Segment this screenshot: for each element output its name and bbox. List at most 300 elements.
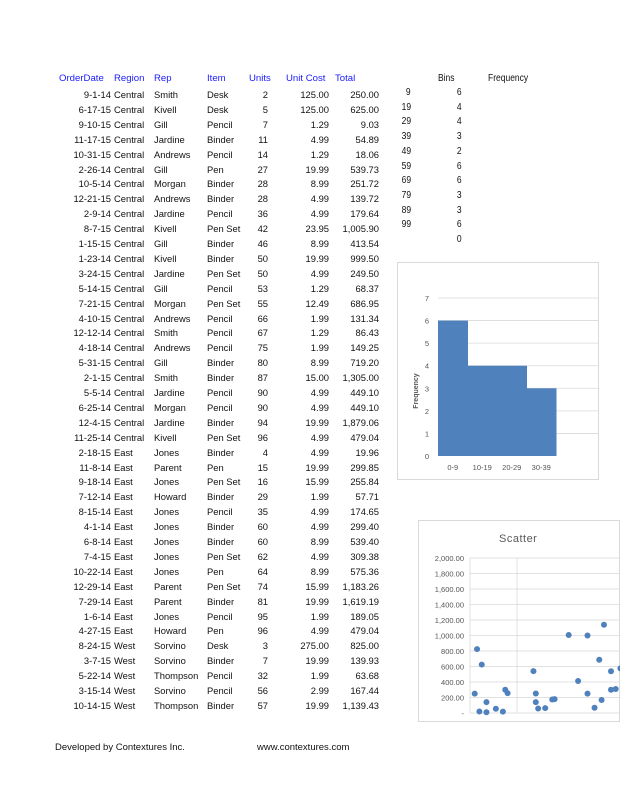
cell-total: 131.34 xyxy=(350,312,379,324)
table-row xyxy=(0,87,390,102)
header-units: Units xyxy=(249,73,271,84)
cell-total: 63.68 xyxy=(355,670,379,682)
cell-order-date: 8-7-15 xyxy=(83,223,111,235)
cell-rep: Andrews xyxy=(154,148,191,160)
cell-region: East xyxy=(114,461,133,473)
cell-region: Central xyxy=(114,252,145,264)
y-tick-label: 200.00 xyxy=(441,693,464,703)
cell-total: 167.44 xyxy=(350,685,379,696)
cell-unit-cost: 23.95 xyxy=(305,223,329,235)
histogram-bar xyxy=(438,321,468,456)
table-row xyxy=(0,594,390,609)
cell-total: 1,183.26 xyxy=(342,580,379,592)
cell-order-date: 8-15-14 xyxy=(78,506,111,518)
scatter-point xyxy=(493,706,499,712)
histogram-chart[interactable] xyxy=(397,262,599,480)
cell-unit-cost: 125.00 xyxy=(300,103,329,115)
cell-region: Central xyxy=(114,178,145,190)
cell-region: Central xyxy=(114,148,145,160)
cell-item: Binder xyxy=(207,372,235,384)
y-tick-label: 3 xyxy=(424,384,429,394)
frequency-value: 4 xyxy=(457,101,462,113)
table-row xyxy=(0,355,390,370)
cell-item: Pencil xyxy=(207,312,233,324)
cell-rep: Jardine xyxy=(154,416,185,428)
cell-units: 75 xyxy=(257,342,268,354)
table-row xyxy=(0,102,390,117)
cell-region: East xyxy=(114,521,133,533)
cell-unit-cost: 4.99 xyxy=(310,401,329,413)
cell-units: 90 xyxy=(257,387,268,398)
table-row xyxy=(0,221,390,236)
cell-unit-cost: 8.99 xyxy=(310,357,329,369)
frequency-value: 3 xyxy=(457,131,462,143)
cell-region: East xyxy=(114,506,133,518)
cell-region: East xyxy=(114,625,133,637)
cell-region: East xyxy=(114,550,133,562)
scatter-point xyxy=(479,662,485,668)
table-row xyxy=(0,296,390,311)
table-row xyxy=(0,564,390,579)
cell-region: Central xyxy=(114,431,145,443)
cell-rep: Andrews xyxy=(154,342,191,354)
cell-rep: Jardine xyxy=(154,267,185,279)
cell-order-date: 11-8-14 xyxy=(79,461,111,473)
cell-rep: Jones xyxy=(154,446,180,458)
scatter-point xyxy=(585,633,591,639)
cell-units: 36 xyxy=(257,208,268,220)
cell-total: 1,619.19 xyxy=(342,595,379,607)
cell-total: 479.04 xyxy=(350,625,379,637)
cell-unit-cost: 4.99 xyxy=(310,133,329,145)
cell-units: 32 xyxy=(257,670,268,682)
cell-units: 66 xyxy=(257,312,268,324)
cell-unit-cost: 19.99 xyxy=(305,461,329,473)
cell-total: 9.03 xyxy=(360,118,379,130)
table-row xyxy=(0,683,390,698)
cell-order-date: 12-12-14 xyxy=(73,327,111,339)
cell-units: 56 xyxy=(257,685,268,696)
cell-order-date: 9-1-14 xyxy=(83,89,111,100)
cell-total: 1,005.90 xyxy=(342,223,379,235)
cell-total: 413.54 xyxy=(350,238,379,249)
cell-total: 299.85 xyxy=(350,461,379,473)
cell-rep: Jones xyxy=(154,521,180,533)
table-row xyxy=(0,370,390,385)
table-row xyxy=(0,698,390,713)
table-row xyxy=(0,281,390,296)
cell-item: Pen Set xyxy=(207,580,241,592)
histogram-bar xyxy=(468,366,498,456)
cell-order-date: 12-4-15 xyxy=(78,416,111,428)
cell-rep: Howard xyxy=(154,491,187,503)
y-tick-label: 800.00 xyxy=(441,647,464,656)
cell-rep: Sorvino xyxy=(154,685,186,696)
bin-value: 19 xyxy=(401,101,411,113)
cell-total: 86.43 xyxy=(355,327,379,339)
cell-order-date: 5-14-15 xyxy=(78,282,111,294)
header-rep: Rep xyxy=(154,73,172,84)
y-tick-label: 1,200.00 xyxy=(434,616,464,625)
cell-unit-cost: 4.99 xyxy=(310,208,329,220)
table-row xyxy=(0,534,390,549)
cell-rep: Smith xyxy=(154,327,178,339)
table-row xyxy=(0,504,390,519)
cell-units: 96 xyxy=(257,431,268,443)
y-tick-label: 1,600.00 xyxy=(434,585,464,594)
cell-units: 94 xyxy=(257,416,268,428)
frequency-value: 6 xyxy=(457,175,462,187)
cell-units: 53 xyxy=(257,282,268,294)
cell-item: Binder xyxy=(207,655,235,667)
cell-item: Binder xyxy=(207,133,235,145)
table-row xyxy=(0,623,390,638)
table-row xyxy=(0,147,390,162)
cell-order-date: 10-22-14 xyxy=(73,565,111,577)
bin-value: 29 xyxy=(401,116,411,128)
cell-units: 7 xyxy=(262,118,268,130)
y-tick-label: - xyxy=(461,709,464,718)
cell-total: 1,305.00 xyxy=(342,372,379,384)
cell-region: East xyxy=(114,565,133,577)
table-row xyxy=(0,549,390,564)
y-tick-label: 4 xyxy=(424,361,429,371)
scatter-point xyxy=(575,678,581,684)
cell-item: Binder xyxy=(207,521,235,533)
header-item: Item xyxy=(207,73,226,84)
cell-unit-cost: 19.99 xyxy=(305,163,329,175)
cell-order-date: 1-23-14 xyxy=(78,252,111,264)
cell-region: Central xyxy=(114,163,145,175)
table-row xyxy=(0,311,390,326)
cell-unit-cost: 8.99 xyxy=(310,178,329,190)
table-row xyxy=(0,519,390,534)
cell-units: 5 xyxy=(262,103,268,115)
scatter-point xyxy=(596,657,602,663)
scatter-point xyxy=(549,696,555,702)
cell-total: 179.64 xyxy=(350,208,379,220)
cell-item: Pen Set xyxy=(207,550,241,562)
cell-item: Pencil xyxy=(207,685,233,696)
cell-rep: Morgan xyxy=(154,178,186,190)
cell-region: Central xyxy=(114,387,145,398)
cell-rep: Jones xyxy=(154,610,180,622)
cell-item: Desk xyxy=(207,103,229,115)
table-row xyxy=(0,430,390,445)
cell-rep: Smith xyxy=(154,372,178,384)
bin-value: 79 xyxy=(401,189,411,201)
scatter-point xyxy=(599,697,605,703)
cell-region: Central xyxy=(114,297,145,309)
cell-units: 28 xyxy=(257,178,268,190)
cell-unit-cost: 8.99 xyxy=(310,565,329,577)
cell-unit-cost: 2.99 xyxy=(310,685,329,696)
cell-item: Pencil xyxy=(207,148,233,160)
cell-order-date: 8-24-15 xyxy=(78,640,111,652)
frequency-value: 3 xyxy=(457,204,462,216)
cell-order-date: 3-24-15 xyxy=(78,267,111,279)
cell-rep: Thompson xyxy=(154,670,199,682)
cell-region: East xyxy=(114,491,133,503)
cell-rep: Gill xyxy=(154,238,168,249)
cell-item: Pencil xyxy=(207,387,233,398)
cell-units: 29 xyxy=(257,491,268,503)
scatter-point xyxy=(472,691,478,697)
cell-rep: Sorvino xyxy=(154,640,186,652)
x-tick-label: 10-19 xyxy=(472,463,492,472)
cell-units: 50 xyxy=(257,267,268,279)
histogram-bar xyxy=(527,388,557,456)
cell-region: Central xyxy=(114,357,145,369)
cell-units: 57 xyxy=(257,699,268,711)
frequency-value: 6 xyxy=(457,87,462,98)
cell-rep: Sorvino xyxy=(154,655,186,667)
scatter-point xyxy=(530,668,536,674)
cell-order-date: 4-27-15 xyxy=(78,625,111,637)
y-tick-label: 0 xyxy=(424,452,429,461)
bins-header: Bins xyxy=(438,73,455,84)
cell-units: 60 xyxy=(257,521,268,533)
cell-total: 139.72 xyxy=(350,193,379,205)
cell-total: 189.05 xyxy=(350,610,379,622)
cell-order-date: 7-12-14 xyxy=(78,491,111,503)
cell-unit-cost: 4.99 xyxy=(310,387,329,398)
cell-region: Central xyxy=(114,416,145,428)
cell-region: West xyxy=(114,699,136,711)
cell-region: Central xyxy=(114,238,145,249)
cell-unit-cost: 1.99 xyxy=(310,342,329,354)
cell-rep: Thompson xyxy=(154,699,199,711)
cell-region: Central xyxy=(114,327,145,339)
cell-unit-cost: 4.99 xyxy=(310,550,329,562)
cell-units: 81 xyxy=(257,595,268,607)
scatter-point xyxy=(474,646,480,652)
x-tick-label: 30-39 xyxy=(531,463,551,472)
cell-rep: Jardine xyxy=(154,387,185,398)
cell-unit-cost: 1.99 xyxy=(310,491,329,503)
cell-unit-cost: 4.99 xyxy=(310,521,329,533)
cell-order-date: 2-9-14 xyxy=(83,208,111,220)
frequency-header: Frequency xyxy=(488,73,529,84)
table-row xyxy=(0,415,390,430)
cell-region: West xyxy=(114,640,136,652)
cell-total: 539.40 xyxy=(350,536,379,547)
cell-total: 449.10 xyxy=(350,387,379,398)
header-unit-cost: Unit Cost xyxy=(286,73,326,84)
table-row xyxy=(0,609,390,624)
cell-rep: Gill xyxy=(154,118,168,130)
cell-total: 18.06 xyxy=(355,148,379,160)
cell-region: Central xyxy=(114,208,145,220)
cell-rep: Jones xyxy=(154,506,180,518)
cell-item: Pencil xyxy=(207,342,233,354)
cell-item: Desk xyxy=(207,640,229,652)
cell-item: Pen Set xyxy=(207,223,241,235)
cell-item: Binder xyxy=(207,252,235,264)
cell-item: Pen xyxy=(207,565,224,577)
table-row xyxy=(0,251,390,266)
cell-rep: Smith xyxy=(154,89,178,100)
cell-item: Pencil xyxy=(207,401,233,413)
cell-total: 999.50 xyxy=(350,252,379,264)
cell-total: 299.40 xyxy=(350,521,379,533)
cell-units: 42 xyxy=(257,223,268,235)
scatter-point xyxy=(613,686,619,692)
scatter-chart[interactable] xyxy=(418,520,620,722)
cell-units: 11 xyxy=(258,133,268,145)
cell-order-date: 5-31-15 xyxy=(78,357,111,369)
cell-order-date: 10-5-14 xyxy=(78,178,111,190)
cell-item: Binder xyxy=(207,178,235,190)
cell-units: 50 xyxy=(257,252,268,264)
cell-item: Pencil xyxy=(207,327,233,339)
table-row xyxy=(0,668,390,683)
x-tick-label: 20-29 xyxy=(502,463,522,472)
cell-rep: Morgan xyxy=(154,401,186,413)
table-row xyxy=(0,266,390,281)
cell-region: Central xyxy=(114,312,145,324)
table-row xyxy=(0,162,390,177)
cell-total: 539.73 xyxy=(350,163,379,175)
y-tick-label: 1,400.00 xyxy=(434,600,464,610)
cell-rep: Andrews xyxy=(154,312,191,324)
y-tick-label: 1 xyxy=(424,429,429,439)
cell-region: Central xyxy=(114,118,145,130)
cell-order-date: 4-10-15 xyxy=(78,312,111,324)
scatter-point xyxy=(542,705,548,711)
cell-unit-cost: 4.99 xyxy=(310,193,329,205)
cell-item: Pencil xyxy=(207,208,233,220)
cell-units: 35 xyxy=(257,506,268,518)
x-tick-label: 0-9 xyxy=(447,463,459,472)
cell-units: 80 xyxy=(257,357,268,369)
cell-unit-cost: 4.99 xyxy=(310,625,329,637)
cell-units: 2 xyxy=(262,89,268,100)
cell-units: 95 xyxy=(257,610,268,622)
cell-item: Pen xyxy=(207,625,224,637)
scatter-point xyxy=(566,632,572,638)
cell-order-date: 7-21-15 xyxy=(78,297,111,309)
header-region: Region xyxy=(114,73,145,84)
cell-total: 249.50 xyxy=(350,267,379,279)
cell-units: 62 xyxy=(257,550,268,562)
table-row xyxy=(0,489,390,504)
cell-order-date: 9-10-15 xyxy=(78,118,111,130)
cell-rep: Jones xyxy=(154,565,180,577)
cell-total: 1,139.43 xyxy=(342,699,379,711)
cell-unit-cost: 19.99 xyxy=(305,252,329,264)
table-row xyxy=(0,445,390,460)
cell-total: 825.00 xyxy=(350,640,379,652)
histogram-svg xyxy=(398,263,598,479)
cell-units: 55 xyxy=(257,297,268,309)
bin-value: 49 xyxy=(401,145,411,157)
cell-rep: Gill xyxy=(154,357,168,369)
cell-item: Pencil xyxy=(207,610,233,622)
cell-region: Central xyxy=(114,282,145,294)
cell-unit-cost: 275.00 xyxy=(300,640,329,652)
cell-unit-cost: 1.99 xyxy=(310,312,329,324)
cell-region: Central xyxy=(114,401,145,413)
cell-total: 255.84 xyxy=(350,476,379,488)
cell-item: Pen xyxy=(207,461,224,473)
cell-region: East xyxy=(114,580,133,592)
cell-region: Central xyxy=(114,133,145,145)
scatter-point xyxy=(585,691,591,697)
cell-region: Central xyxy=(114,372,145,384)
cell-item: Pen Set xyxy=(207,431,241,443)
cell-item: Binder xyxy=(207,491,235,503)
cell-total: 251.72 xyxy=(350,178,379,190)
footer-website[interactable]: www.contextures.com xyxy=(257,742,350,753)
frequency-value: 0 xyxy=(457,234,462,245)
table-row xyxy=(0,236,390,251)
cell-order-date: 11-25-14 xyxy=(74,431,111,443)
cell-order-date: 6-25-14 xyxy=(78,401,111,413)
cell-region: East xyxy=(114,610,133,622)
cell-unit-cost: 8.99 xyxy=(310,536,329,547)
cell-unit-cost: 15.99 xyxy=(305,476,329,488)
cell-order-date: 7-29-14 xyxy=(78,595,111,607)
scatter-point xyxy=(601,622,607,628)
y-tick-label: 6 xyxy=(424,316,429,326)
cell-rep: Jones xyxy=(154,476,180,488)
cell-rep: Kivell xyxy=(154,252,177,264)
cell-order-date: 4-1-14 xyxy=(83,521,111,533)
cell-item: Binder xyxy=(207,536,235,547)
table-row xyxy=(0,340,390,355)
cell-item: Pencil xyxy=(207,506,233,518)
bin-value: 99 xyxy=(401,219,411,231)
table-row xyxy=(0,176,390,191)
cell-total: 54.89 xyxy=(355,133,379,145)
y-tick-label: 2,000.00 xyxy=(434,554,464,563)
table-row xyxy=(0,474,390,489)
cell-total: 575.36 xyxy=(350,565,379,577)
scatter-point xyxy=(483,699,489,705)
cell-rep: Jones xyxy=(154,536,180,547)
table-row xyxy=(0,385,390,400)
histogram-bar xyxy=(497,366,527,456)
cell-order-date: 3-7-15 xyxy=(83,655,111,667)
histogram-y-axis-label: Frequency xyxy=(413,373,420,409)
cell-item: Pencil xyxy=(207,670,233,682)
y-tick-label: 1,000.00 xyxy=(434,631,464,641)
cell-unit-cost: 125.00 xyxy=(300,89,329,100)
cell-item: Binder xyxy=(207,193,235,205)
table-row xyxy=(0,191,390,206)
cell-item: Pencil xyxy=(207,118,233,130)
scatter-point xyxy=(483,709,489,715)
cell-unit-cost: 19.99 xyxy=(305,655,329,667)
cell-order-date: 1-6-14 xyxy=(83,610,111,622)
cell-order-date: 12-29-14 xyxy=(73,580,111,592)
cell-order-date: 2-26-14 xyxy=(78,163,111,175)
cell-units: 60 xyxy=(257,536,268,547)
cell-region: East xyxy=(114,595,133,607)
scatter-point xyxy=(500,709,506,715)
cell-units: 87 xyxy=(257,372,268,384)
cell-order-date: 7-4-15 xyxy=(83,550,111,562)
cell-rep: Morgan xyxy=(154,297,186,309)
bin-value: 89 xyxy=(401,204,411,216)
scatter-point xyxy=(505,690,511,696)
cell-region: East xyxy=(114,476,133,488)
cell-item: Pen Set xyxy=(207,267,241,279)
cell-region: Central xyxy=(114,267,145,279)
cell-rep: Howard xyxy=(154,625,187,637)
cell-unit-cost: 1.99 xyxy=(310,610,329,622)
